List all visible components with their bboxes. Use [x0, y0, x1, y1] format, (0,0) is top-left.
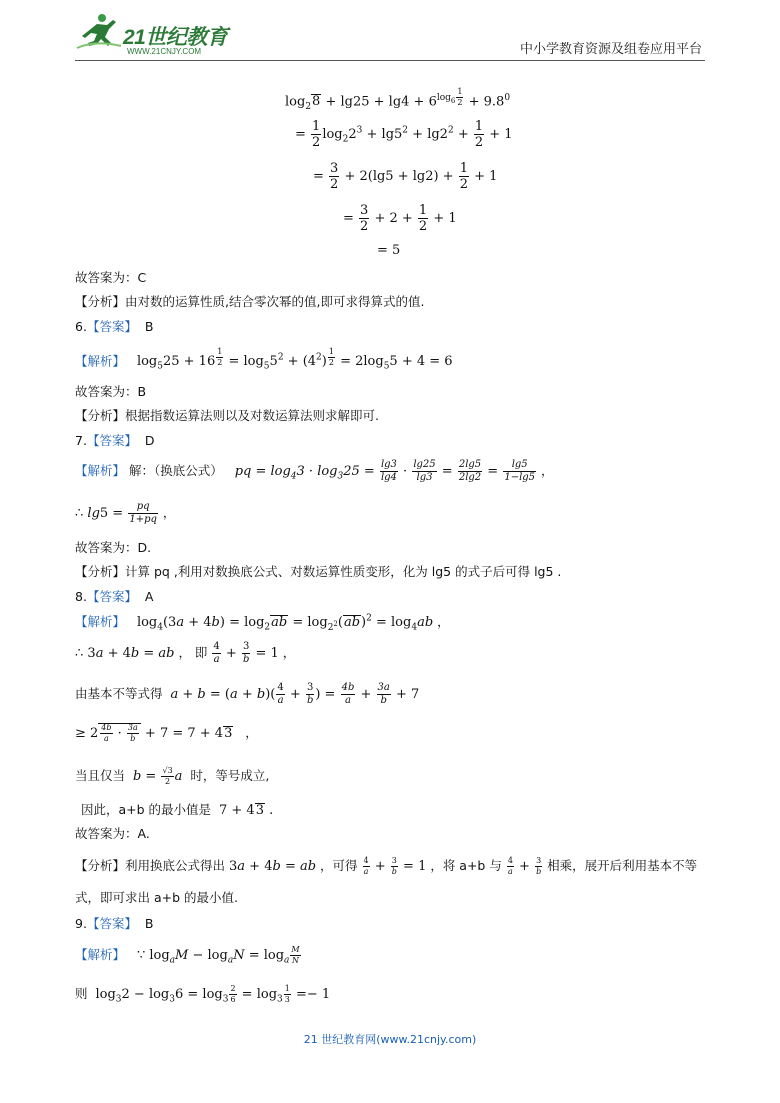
step-formula: b = $\frac{√3}{2}$ a	[132, 766, 183, 786]
q7-answer-row	[75, 431, 155, 449]
solution-tag: 【解析】	[75, 947, 126, 962]
q6-final-answer: 故答案为：B	[75, 384, 147, 399]
calc-line-2: = $\frac{1}{2}$ $\log_22^3 + \lg 5^2 + \lg 2^2$ + $\frac{1}{2}$ + 1	[295, 119, 513, 150]
answer-tag: 【答案】	[86, 589, 137, 604]
q5-final-answer: 故答案为：C	[75, 270, 147, 285]
q8-step-2: ∴ 3a + 4b = ab ， 即 $\frac{4}{a}$ + $\frac{3}{b}$ = 1 ，	[75, 641, 296, 665]
step-formula-2: $\frac{4}{a}$ + $\frac{3}{b}$ = 1	[213, 641, 279, 665]
step-formula: ∴ 3a + 4b = ab	[75, 646, 175, 661]
q8-step-3	[75, 683, 419, 706]
step-formula: a + b = (a + b)( $\frac{4}{a}$ + $\frac{3}{b}$ ) = $\frac{4b}{a}$ + $\frac{3a}{b}$ + 7	[170, 682, 420, 706]
therefore-formula: ∴ lg5 = $\frac{pq}{1+pq}$	[75, 501, 157, 525]
calc-line-4: = $\frac{3}{2}$ + 2 + $\frac{1}{2}$ + 1	[343, 203, 457, 234]
q8-final-answer: 故答案为：A.	[75, 826, 150, 841]
question-number: 9.	[75, 916, 87, 931]
step-formula: $\log_32 - \log_36 = \log_3$ $\frac{2}{6}$ = $\log_3$ $\frac{1}{3}$ =− 1	[95, 984, 331, 1005]
answer-letter: B	[144, 319, 154, 334]
q9-answer-row	[75, 914, 153, 932]
answer-letter: A	[144, 589, 154, 604]
solution-tag: 【解析】	[75, 353, 126, 369]
step-formula: ≥ 2 $\frac{4b}{a}$ · $\frac{3a}{b}$ + 7 = 7 + 43	[75, 723, 233, 743]
q8-step-4: ≥ 2 $\frac{4b}{a}$ · $\frac{3a}{b}$ + 7 = 7 + 43 ，	[75, 723, 258, 743]
q7-analysis	[75, 562, 561, 580]
analysis-tag: 【分析】	[75, 294, 126, 309]
calc-line-1: $\log_28 + \lg 25 + \lg 4 + 6^{log_6 \frac{1}{2}}$ + $9.8^0$	[285, 87, 511, 112]
analysis-tag: 【分析】	[75, 858, 126, 873]
step-prefix: 因此，a+b 的最小值是	[81, 802, 212, 817]
solution-tag: 【解析】	[75, 614, 126, 629]
solution-prefix: 解：（换底公式）	[129, 463, 223, 478]
step-prefix: 则	[75, 986, 88, 1001]
answer-tag: 【答案】	[86, 319, 137, 334]
q8-analysis-cont: 式，即可求出 a+b 的最小值.	[75, 890, 238, 905]
q7-therefore: ∴ lg5 = $\frac{pq}{1+pq}$ ，	[75, 501, 176, 525]
answer-tag: 【答案】	[86, 433, 137, 448]
analysis-tag: 【分析】	[75, 564, 126, 579]
question-number: 8.	[75, 589, 87, 604]
q8-answer-row	[75, 587, 153, 605]
q9-solution	[75, 945, 302, 966]
answer-tag: 【答案】	[86, 916, 137, 931]
site-logo	[75, 10, 235, 54]
header-divider	[75, 60, 705, 61]
q7-solution: 【解析】 解：（换底公式） pq = $\log_43 \cdot \log_325$ = $\frac{\lg 3}{\lg 4}$ · $\frac{\lg 25}{\lg 3}$ = $\frac{2\lg 5}{2\lg 2}$ = $\frac{\lg 5}{1-\lg 5}$ ，	[75, 459, 554, 483]
q8-step-6	[81, 800, 273, 818]
page-footer: 21 世纪教育网(www.21cnjy.com)	[303, 1033, 477, 1046]
analysis-text: 由对数的运算性质,结合零次幂的值,即可求得算式的值.	[125, 294, 425, 309]
q9-step-2	[75, 984, 330, 1005]
step-formula: 7 + 43 .	[219, 803, 274, 818]
q7-final-answer: 故答案为：D.	[75, 540, 152, 555]
logo-text: 21世纪教育	[123, 26, 228, 49]
question-number: 6.	[75, 319, 87, 334]
page-header	[75, 0, 705, 62]
solution-formula: ∵ $\log_aM - \log_aN = \log_a$ $\frac{M}{N}$	[136, 945, 300, 966]
answer-letter: B	[144, 916, 154, 931]
analysis-text: 根据指数运算法则以及对数运算法则求解即可.	[125, 408, 379, 423]
platform-title: 中小学教育资源及组卷应用平台	[519, 42, 702, 57]
analysis-text: 计算 pq ,利用对数换底公式、对数运算性质变形，化为 lg5 的式子后可得 lg5 .	[125, 564, 562, 579]
logo-url: WWW.21CNJY.COM	[127, 47, 202, 56]
solution-formula: $\log_525 + 16$ $^{\frac{1}{2}}$ = $\log_55^2 + (4^2)$ $^{\frac{1}{2}}$ = $2\log_55 + 4 = 6$	[136, 347, 453, 372]
solution-formula: $\log_4(3a + 4b) = \log_2ab = \log_{2^2}(ab)^2 = \log_4ab$	[136, 613, 434, 633]
q8-solution: 【解析】 $\log_4(3a + 4b) = \log_2ab = \log_{2^2}(ab)^2 = \log_4ab$ ，	[75, 613, 450, 633]
analysis-text: 利用换底公式得出 3a + 4b = ab ，可得 $\frac{4}{a}$ + $\frac{3}{b}$ = 1 ，将 a+b 与 $\frac{4}{a}$ + $\frac{3}{b}$ 相乘，展开后利用基本不等	[125, 856, 698, 876]
step-suffix: 时，等号成立,	[190, 768, 270, 783]
q8-step-5	[75, 766, 269, 786]
q6-answer-row	[75, 317, 153, 335]
step-prefix: 当且仅当	[75, 768, 126, 783]
q6-analysis	[75, 406, 379, 424]
solution-tag: 【解析】	[75, 463, 126, 478]
q6-solution	[75, 348, 453, 372]
q8-analysis	[75, 856, 697, 876]
question-number: 7.	[75, 433, 87, 448]
step-prefix: 由基本不等式得	[75, 686, 163, 701]
answer-letter: D	[144, 433, 155, 448]
calc-line-3: = $\frac{3}{2}$ + 2(lg5 + lg2) + $\frac{1}{2}$ + 1	[313, 161, 498, 192]
solution-formula: pq = $\log_43 \cdot \log_325$ = $\frac{\lg 3}{\lg 4}$ · $\frac{\lg 25}{\lg 3}$ = $\frac{2\lg 5}{2\lg 2}$ = $\frac{\lg 5}{1-\lg 5}$	[234, 459, 536, 483]
calc-line-5: = 5	[377, 243, 401, 258]
q5-analysis	[75, 292, 424, 310]
runner-icon	[75, 10, 125, 54]
analysis-tag: 【分析】	[75, 408, 126, 423]
